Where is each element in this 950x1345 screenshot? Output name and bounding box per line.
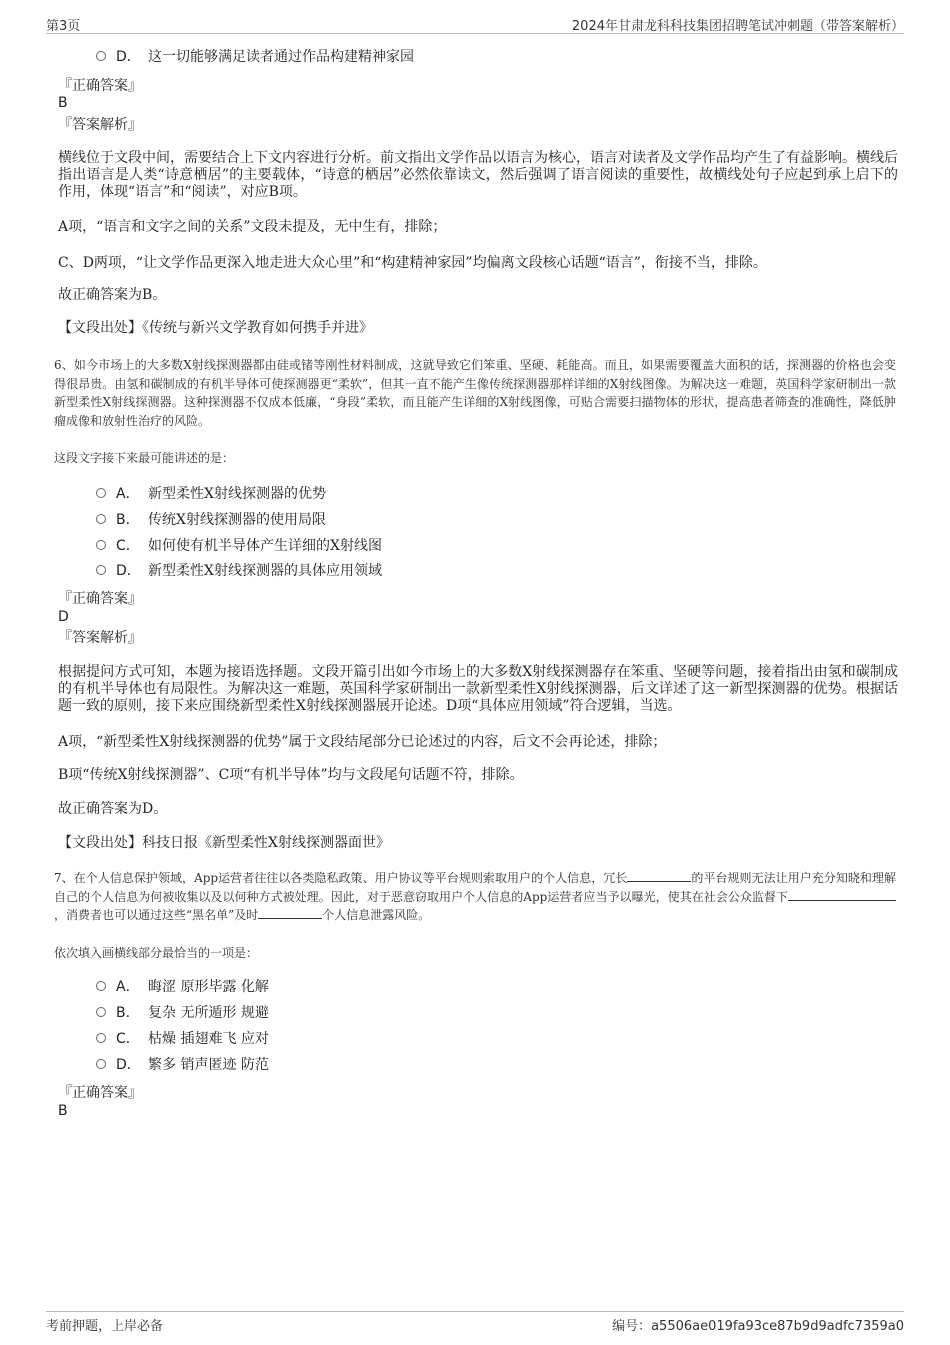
stem-text: ，消费者也可以通过这些“黑名单”及时 — [54, 908, 259, 922]
page-header — [46, 13, 904, 34]
page-footer — [46, 1311, 904, 1334]
option-text: 这一切能够满足读者通过作品构建精神家园 — [148, 49, 414, 65]
option-letter: C． — [116, 1031, 140, 1047]
option-text: 繁多 销声匿迹 防范 — [148, 1057, 269, 1073]
q7-option-c[interactable] — [96, 1030, 269, 1048]
answer-value: D — [58, 609, 69, 625]
document-code: 编号：a5506ae019fa93ce87b9d9adfc7359a0 — [612, 1319, 904, 1334]
option-letter: D． — [116, 563, 141, 579]
q6-option-d[interactable] — [96, 562, 382, 580]
analysis-paragraph: 横线位于文段中间，需要结合上下文内容进行分析。前文指出文学作品以语言为核心，语言对读者及文学作品均产生了有益影响。横线后指出语言是人类“诗意栖居”的主要载体，“诗意的栖居”必然依靠读文，然后强调了语言阅读的重要性，故横线处句子应起到承上启下的作用，体现“语言”和“阅读”，对应B项。 — [58, 150, 898, 200]
q7-option-d[interactable] — [96, 1056, 269, 1074]
q7-option-b[interactable] — [96, 1004, 269, 1022]
radio-icon[interactable] — [96, 1059, 106, 1069]
radio-icon[interactable] — [96, 565, 106, 575]
radio-icon[interactable] — [96, 514, 106, 524]
option-text: 复杂 无所遁形 规避 — [148, 1005, 269, 1021]
analysis-paragraph: A项，“新型柔性X射线探测器的优势”属于文段结尾部分已论述过的内容，后文不会再论述，排除； — [58, 734, 667, 750]
source-note: 【文段出处】科技日报《新型柔性X射线探测器面世》 — [58, 835, 390, 851]
analysis-paragraph: A项，“语言和文字之间的关系”文段未提及，无中生有，排除； — [58, 219, 447, 235]
option-text: 新型柔性X射线探测器的优势 — [148, 486, 326, 502]
question-7-prompt: 依次填入画横线部分最恰当的一项是： — [54, 946, 259, 960]
question-7-stem — [54, 869, 896, 925]
analysis-paragraph: 根据提问方式可知，本题为接语选择题。文段开篇引出如今市场上的大多数X射线探测器存在笨重、坚硬等问题，接着指出由氢和碳制成的有机半导体也有局限性。为解决这一难题，英国科学家研制出一款新型柔性X射线探测器，后文详述了这一新型探测器的优势。根据话题一致的原则，接下来应围绕新型柔性X射线探测器展开论述。D项“具体应用领域”符合逻辑，当选。 — [58, 664, 898, 714]
option-text: 传统X射线探测器的使用局限 — [148, 512, 326, 528]
fill-blank — [788, 888, 896, 901]
analysis-paragraph: C、D两项，“让文学作品更深入地走进大众心里”和“构建精神家园”均偏离文段核心话题“语言”，衔接不当，排除。 — [58, 255, 767, 271]
answer-label: 『正确答案』 — [58, 1085, 142, 1101]
radio-icon[interactable] — [96, 1033, 106, 1043]
analysis-paragraph: B项“传统X射线探测器”、C项“有机半导体”均与文段尾句话题不符，排除。 — [58, 767, 524, 783]
question-6-stem: 6、如今市场上的大多数X射线探测器都由硅或锗等刚性材料制成，这就导致它们笨重、坚硬、耗能高。而且，如果需要覆盖大面积的话，探测器的价格也会变得很昂贵。由氢和碳制成的有机半导体可使探测器更“柔软”，但其一直不能产生像传统探测器那样详细的X射线图像。为解决这一难题，英国科学家研制出一款新型柔性X射线探测器。这种探测器不仅成本低廉，“身段”柔软，而且能产生详细的X射线图像，可贴合需要扫描物体的形状，提高患者筛查的准确性，降低肿瘤成像和放射性治疗的风险。 — [54, 358, 896, 428]
option-letter: B． — [116, 1005, 140, 1021]
analysis-paragraph: 故正确答案为B。 — [58, 287, 167, 303]
question-6-prompt: 这段文字接下来最可能讲述的是： — [54, 451, 235, 465]
option-letter: B． — [116, 512, 140, 528]
option-letter: A． — [116, 486, 140, 502]
radio-icon[interactable] — [96, 981, 106, 991]
stem-text: 个人信息泄露风险。 — [322, 908, 431, 922]
answer-label: 『正确答案』 — [58, 78, 142, 94]
option-letter: D． — [116, 49, 141, 65]
radio-icon[interactable] — [96, 488, 106, 498]
radio-icon[interactable] — [96, 51, 106, 61]
option-text: 如何使有机半导体产生详细的X射线图 — [148, 538, 382, 554]
radio-icon[interactable] — [96, 540, 106, 550]
q6-option-a[interactable] — [96, 485, 326, 503]
stem-text: 的平台规则无法让用户充分知晓和理解自己的个人信息为何被收集以及以何种方式被处理。因此，对于恶意窃取用户个人信息的App运营者应当予以曝光，使其在社会公众监督下 — [54, 871, 896, 904]
analysis-label: 『答案解析』 — [58, 630, 142, 646]
source-note: 【文段出处】《传统与新兴文学教育如何携手并进》 — [58, 320, 373, 336]
analysis-label: 『答案解析』 — [58, 117, 142, 133]
answer-value: B — [58, 95, 68, 111]
option-letter: C． — [116, 538, 140, 554]
option-text: 晦涩 原形毕露 化解 — [148, 979, 269, 995]
option-letter: D． — [116, 1057, 141, 1073]
option-text: 新型柔性X射线探测器的具体应用领域 — [148, 563, 382, 579]
q6-option-c[interactable] — [96, 537, 382, 555]
answer-label: 『正确答案』 — [58, 591, 142, 607]
option-text: 枯燥 插翅难飞 应对 — [148, 1031, 269, 1047]
footer-slogan: 考前押题，上岸必备 — [46, 1319, 164, 1334]
page-number: 第3页 — [46, 19, 81, 34]
fill-blank — [258, 906, 322, 919]
stem-text: 7、在个人信息保护领域，App运营者往往以各类隐私政策、用户协议等平台规则索取用户的个人信息，冗长 — [54, 871, 628, 885]
q7-option-a[interactable] — [96, 978, 269, 996]
document-title: 2024年甘肃龙科科技集团招聘笔试冲刺题（带答案解析） — [571, 19, 904, 34]
analysis-paragraph: 故正确答案为D。 — [58, 801, 168, 817]
prev-option-d[interactable] — [96, 48, 414, 66]
option-letter: A． — [116, 979, 140, 995]
radio-icon[interactable] — [96, 1007, 106, 1017]
answer-value: B — [58, 1103, 68, 1119]
q6-option-b[interactable] — [96, 511, 326, 529]
fill-blank — [627, 869, 691, 882]
